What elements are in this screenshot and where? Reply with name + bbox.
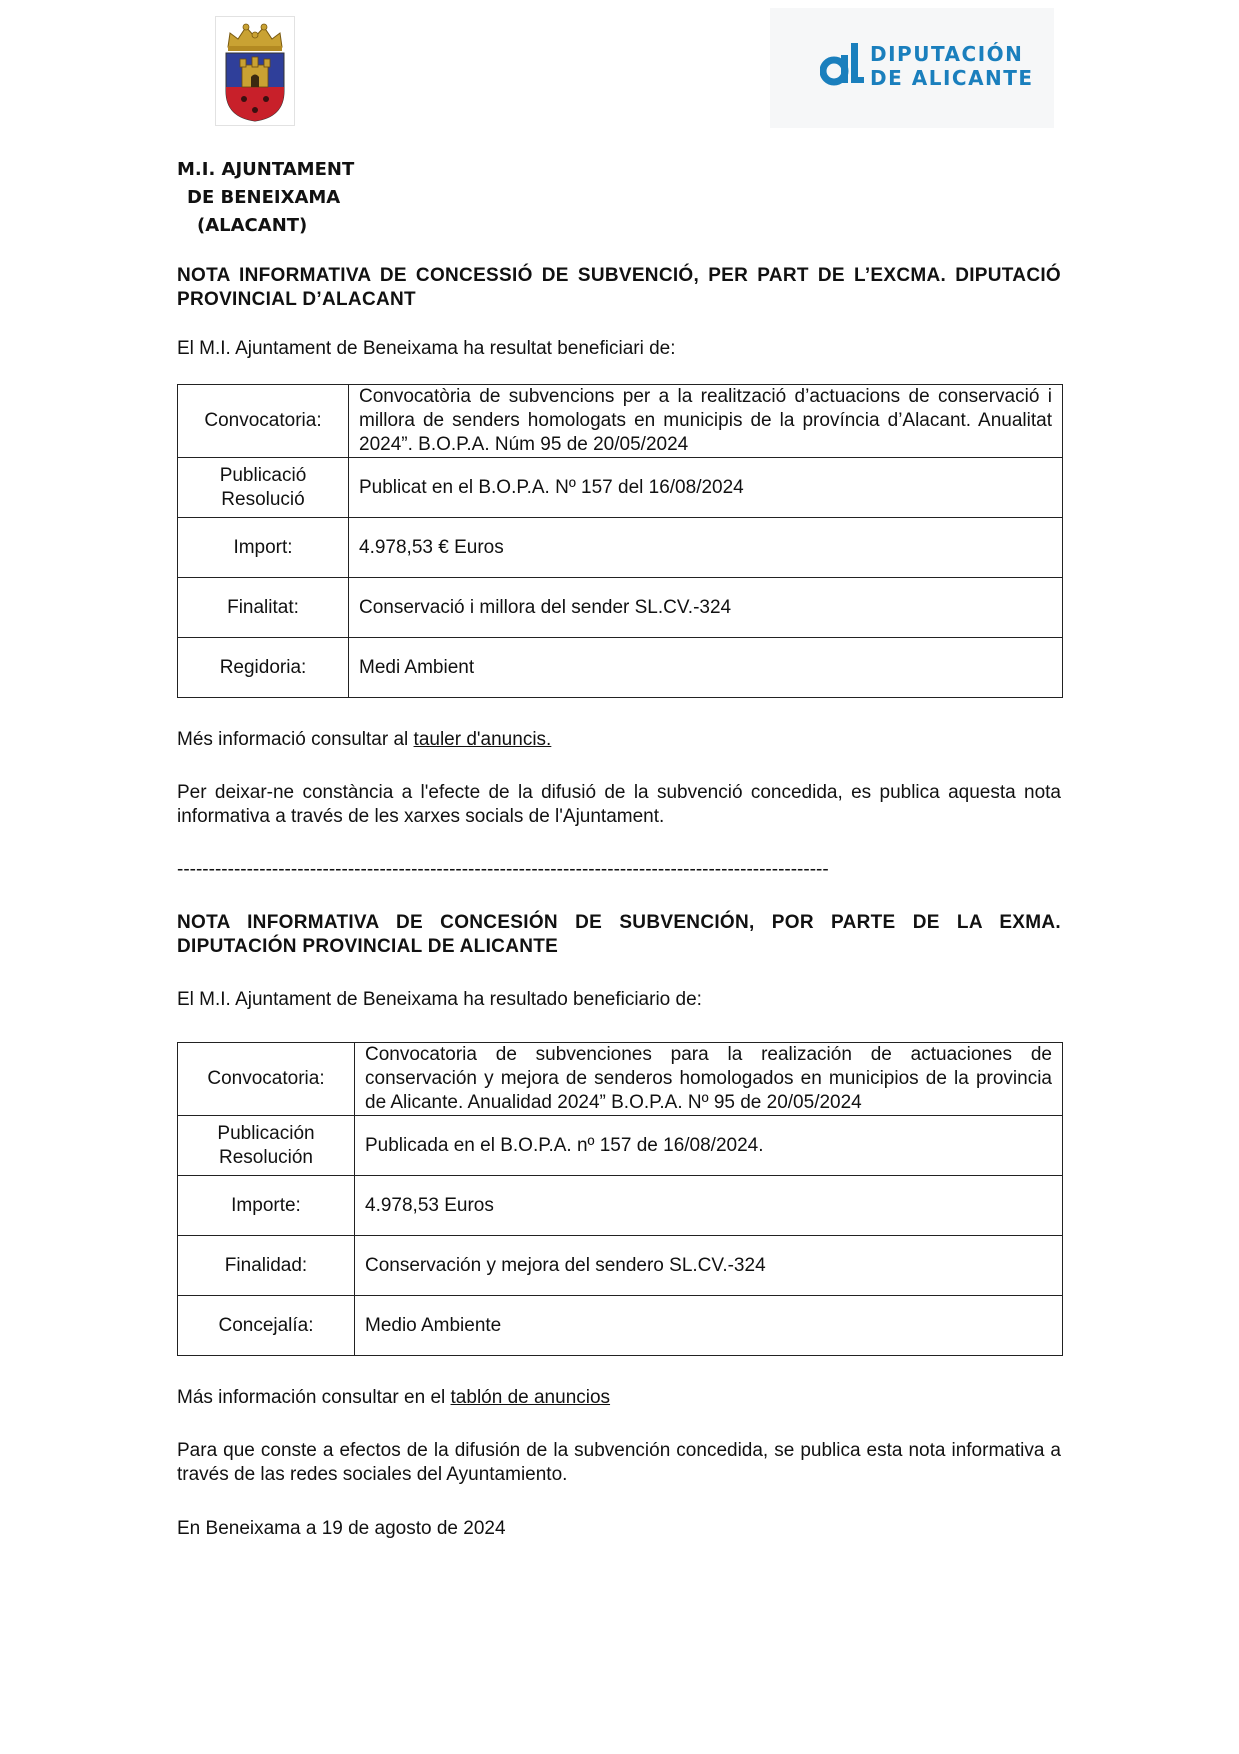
logo-line-1: DIPUTACIÓN xyxy=(870,42,1024,66)
section-separator: ------------------------------------------------------------------------------------------------------- xyxy=(177,859,829,880)
table-row xyxy=(178,1296,1063,1356)
row-label: Finalidad: xyxy=(178,1236,355,1296)
row-label: Finalitat: xyxy=(178,578,349,638)
row-label: Convocatoria: xyxy=(178,1043,355,1116)
diputacion-logo-icon xyxy=(820,41,864,91)
valencian-title: NOTA INFORMATIVA DE CONCESSIÓ DE SUBVENCIÓ, PER PART DE L’EXCMA. DIPUTACIÓ PROVINCIAL D’ALACANT xyxy=(177,265,1061,310)
spanish-intro: El M.I. Ajuntament de Beneixama ha resultado beneficiario de: xyxy=(177,989,702,1010)
row-value: Publicat en el B.O.P.A. Nº 157 del 16/08/2024 xyxy=(349,458,1063,518)
table-row xyxy=(178,518,1063,578)
row-value: Convocatoria de subvenciones para la realización de actuaciones de conservación y mejora de senderos homologados en municipios de la provincia de Alicante. Anualidad 2024” B.O.P.A. Nº 95 de 20/05/2024 xyxy=(355,1043,1063,1116)
table-row xyxy=(178,638,1063,698)
row-value: Conservación y mejora del sendero SL.CV.-324 xyxy=(355,1236,1063,1296)
tablon-anuncios-link[interactable]: tablón de anuncios xyxy=(450,1387,611,1408)
logo-line-2: DE ALICANTE xyxy=(870,66,1034,90)
row-value: Conservació i millora del sender SL.CV.-324 xyxy=(349,578,1063,638)
more-info-text: Más información consultar en el xyxy=(177,1387,446,1408)
table-row xyxy=(178,385,1063,458)
spanish-grant-table xyxy=(177,1042,1063,1356)
coat-of-arms-icon xyxy=(215,16,295,126)
valencian-closing: Per deixar-ne constància a l'efecte de la difusió de la subvenció concedida, es publica aquesta nota informativa a través de les xarxes socials de l'Ajuntament. xyxy=(177,782,1061,827)
valencian-intro: El M.I. Ajuntament de Beneixama ha resultat beneficiari de: xyxy=(177,338,676,359)
more-info-text: Més informació consultar al xyxy=(177,729,409,750)
spanish-title: NOTA INFORMATIVA DE CONCESIÓN DE SUBVENCIÓN, POR PARTE DE LA EXMA. DIPUTACIÓN PROVINCIAL DE ALICANTE xyxy=(177,912,1061,957)
row-value: Medio Ambiente xyxy=(355,1296,1063,1356)
valencian-grant-table xyxy=(177,384,1063,698)
row-label: Concejalía: xyxy=(178,1296,355,1356)
spanish-more-info xyxy=(177,1386,1061,1410)
row-label: Importe: xyxy=(178,1176,355,1236)
row-label: Regidoria: xyxy=(178,638,349,698)
row-label: Publicación Resolución xyxy=(178,1116,355,1176)
row-label: Convocatoria: xyxy=(178,385,349,458)
row-value: Publicada en el B.O.P.A. nº 157 de 16/08/2024. xyxy=(355,1116,1063,1176)
row-value: Convocatòria de subvencions per a la realització d’actuacions de conservació i millora de senders homologats en municipis de la província d’Alacant. Anualitat 2024”. B.O.P.A. Núm 95 de 20/05/2024 xyxy=(349,385,1063,458)
row-value: Medi Ambient xyxy=(349,638,1063,698)
date-line: En Beneixama a 19 de agosto de 2024 xyxy=(177,1518,506,1539)
diputacion-logo-text xyxy=(870,42,1034,90)
table-row xyxy=(178,578,1063,638)
spanish-closing: Para que conste a efectos de la difusión de la subvención concedida, se publica esta nota informativa a través de las redes sociales del Ayuntamiento. xyxy=(177,1440,1061,1485)
table-row xyxy=(178,1043,1063,1116)
tauler-anuncis-link[interactable]: tauler d'anuncis. xyxy=(413,729,552,750)
institution-line-3: (ALACANT) xyxy=(197,215,308,236)
row-label: Import: xyxy=(178,518,349,578)
row-label: Publicació Resolució xyxy=(178,458,349,518)
row-value: 4.978,53 Euros xyxy=(355,1176,1063,1236)
row-value: 4.978,53 € Euros xyxy=(349,518,1063,578)
table-row xyxy=(178,1176,1063,1236)
valencian-more-info xyxy=(177,728,1061,752)
institution-line-2: DE BENEIXAMA xyxy=(187,187,341,208)
table-row xyxy=(178,1236,1063,1296)
diputacion-logo xyxy=(770,8,1054,128)
table-row xyxy=(178,458,1063,518)
institution-line-1: M.I. AJUNTAMENT xyxy=(177,159,355,180)
table-row xyxy=(178,1116,1063,1176)
